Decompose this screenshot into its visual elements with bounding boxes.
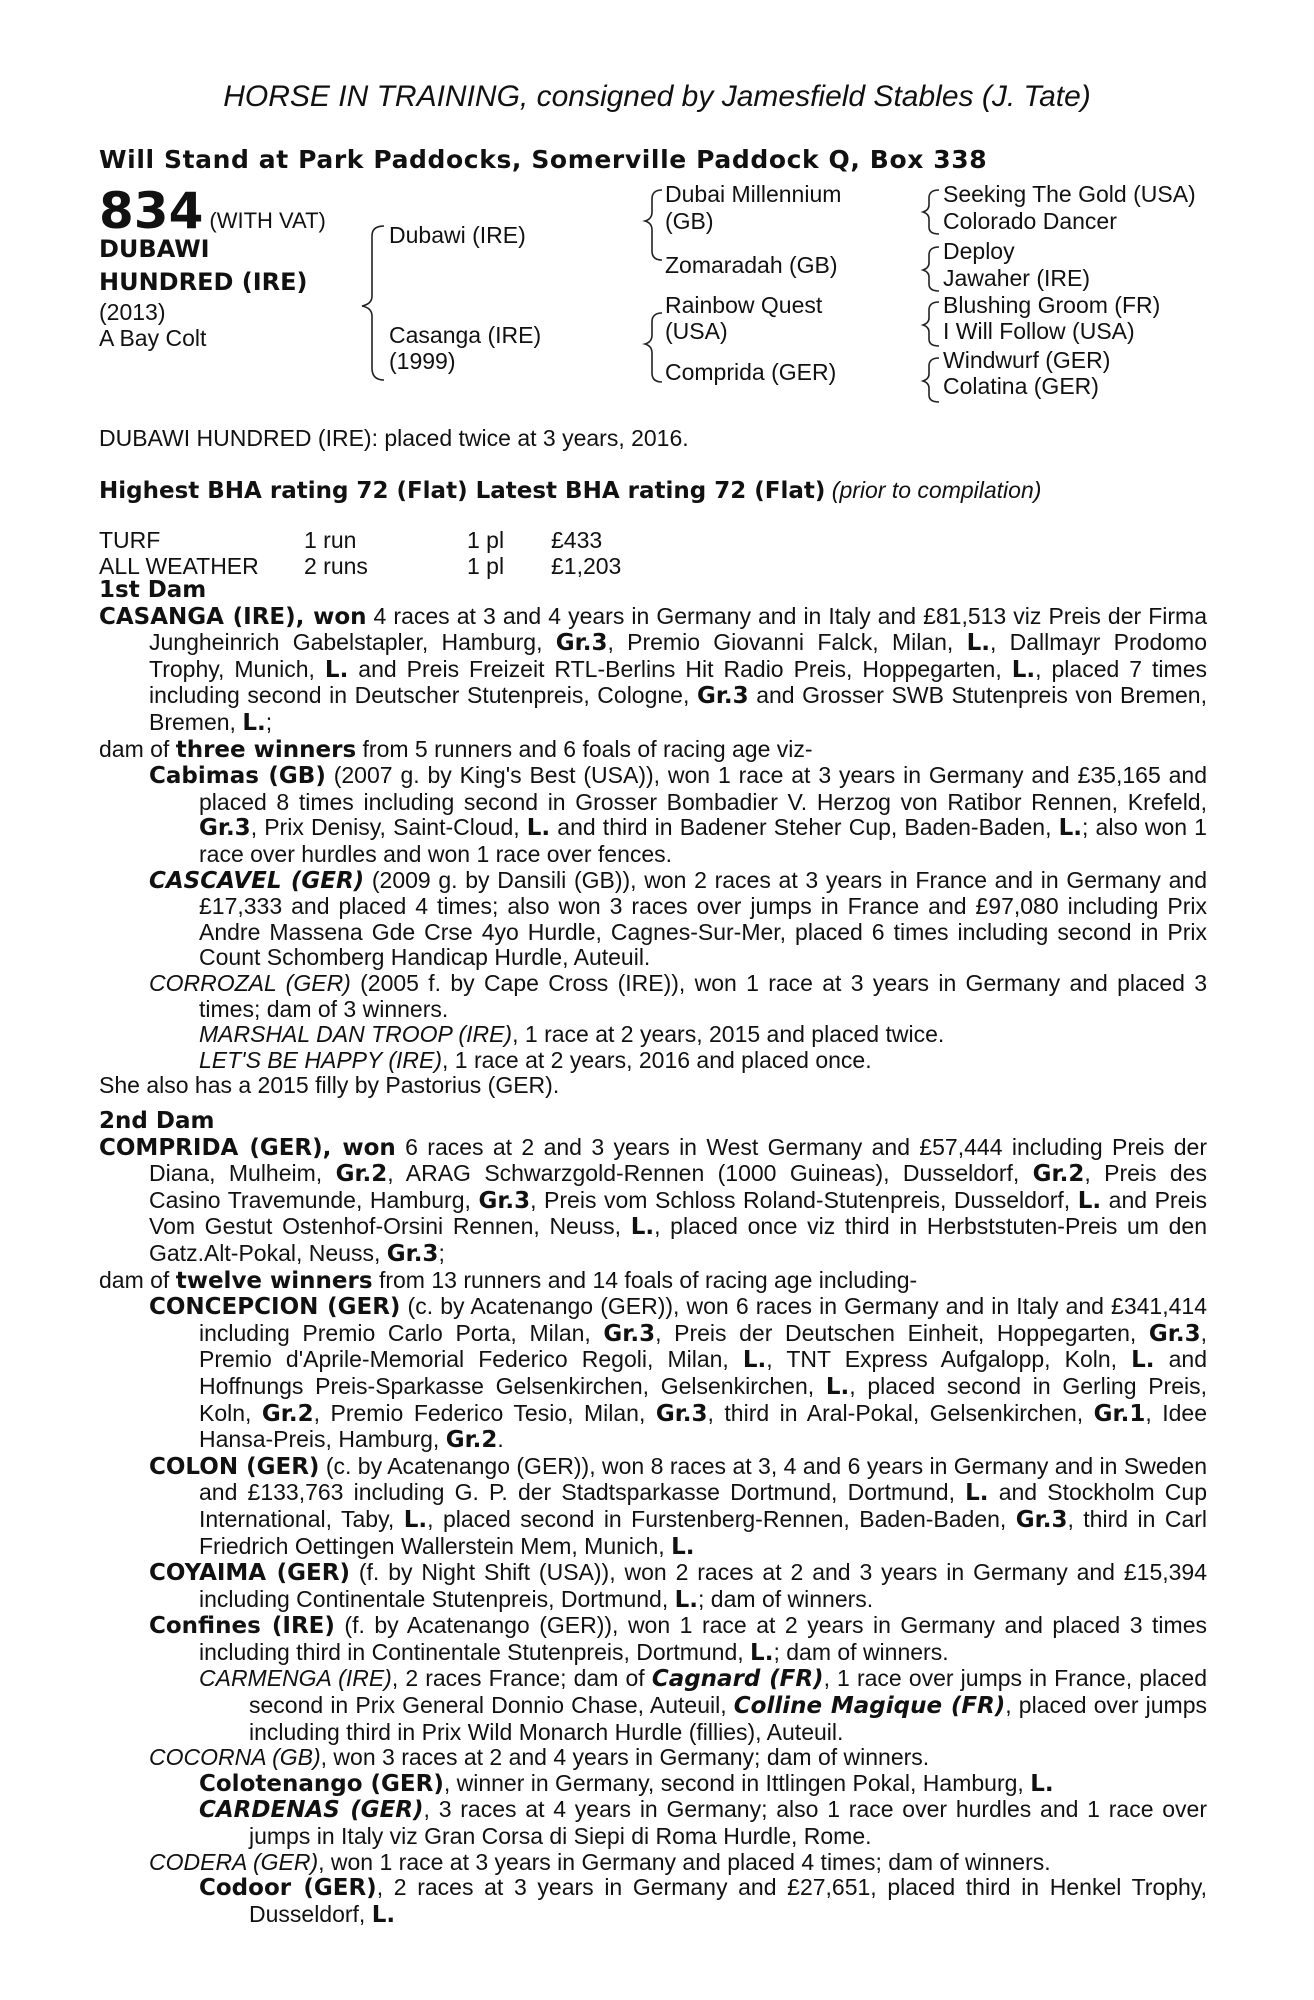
second-dam-granddaughter-carmenga: CARMENGA (IRE), 2 races France; dam of Cagnard (FR), 1 race over jumps in France, placed second in Prix General Donnio Chase, Auteuil, Colline Magique (FR), placed over jumps including third in Prix Wild Monarch Hurdle (fillies), Auteuil. — [199, 1665, 1207, 1745]
gg-5: Blushing Groom (FR) — [943, 292, 1161, 318]
gg-2: Colorado Dancer — [943, 208, 1117, 234]
gg-8: Colatina (GER) — [943, 373, 1099, 399]
dam-sire-line-2: (USA) — [665, 318, 728, 344]
record-turf-runs: 1 run — [304, 527, 357, 553]
first-dam-record: CASANGA (IRE), won 4 races at 3 and 4 years in Germany and in Italy and £81,513 viz Preis der Firma Jungheinrich Gabelstapler, Hamburg, Gr.3, Premio Giovanni Falck, Milan, L., Dallmayr Prodomo Trophy, Munich, L. and Preis Freizeit RTL-Berlins Hit Radio Preis, Hoppegarten, L., placed 7 times including second in Deutscher Stutenpreis, Cologne, Gr.3 and Grosser SWB Stutenpreis von Bremen, Bremen, L.; — [99, 602, 1207, 736]
stabling-line: Will Stand at Park Paddocks, Somerville Paddock Q, Box 338 — [99, 145, 988, 174]
horse-year: (2013) — [99, 299, 166, 325]
bracket-main — [362, 226, 384, 380]
gg-7: Windwurf (GER) — [943, 347, 1111, 373]
horse-description: A Bay Colt — [99, 325, 207, 351]
record-turf-surface: TURF — [99, 527, 161, 553]
second-dam-granddaughter-cardenas: CARDENAS (GER), 3 races at 4 years in Germany; also 1 race over hurdles and 1 race over jumps in Italy viz Gran Corsa di Siepi di Roma Hurdle, Rome. — [199, 1796, 1208, 1850]
second-dam-foal-colon: COLON (GER) (c. by Acatenango (GER)), won 8 races at 3, 4 and 6 years in Germany and in Sweden and £133,763 including G. P. der Stadtsparkasse Dortmund, Dortmund, L. and Stockholm Cup International, Taby, L., placed second in Furstenberg-Rennen, Baden-Baden, Gr.3, third in Carl Friedrich Oettingen Wallerstein Mem, Munich, L. — [149, 1452, 1208, 1560]
dam: Casanga (IRE) — [389, 322, 542, 348]
bracket-gs3 — [923, 302, 939, 346]
sire-sire-line-2: (GB) — [665, 208, 714, 234]
first-dam-foal-cabimas: Cabimas (GB) (2007 g. by King's Best (USA)), won 1 race at 3 years in Germany and £35,165 and placed 8 times including second in Grosser Bombadier V. Herzog von Ratibor Rennen, Krefeld, Gr.3, Prix Denisy, Saint-Cloud, L. and third in Badener Steher Cup, Baden-Baden, L.; also won 1 race over hurdles and won 1 race over fences. — [149, 762, 1207, 867]
horse-name-line-1: DUBAWI — [99, 235, 210, 263]
second-dam-foal-concepcion: CONCEPCION (GER) (c. by Acatenango (GER)), won 6 races in Germany and in Italy and £341,414 including Premio Carlo Porta, Milan, Gr.3, Preis der Deutschen Einheit, Hoppegarten, Gr.3, Premio d'Aprile-Memorial Federico Regoli, Milan, L., TNT Express Aufgalopp, Koln, L. and Hoffnungs Preis-Sparkasse Gelsenkirchen, Gelsenkirchen, L., placed second in Gerling Preis, Koln, Gr.2, Premio Federico Tesio, Milan, Gr.3, third in Aral-Pokal, Gelsenkirchen, Gr.1, Idee Hansa-Preis, Hamburg, Gr.2. — [149, 1293, 1207, 1454]
first-dam-foal-cascavel: CASCAVEL (GER) (2009 g. by Dansili (GB)), won 2 races at 3 years in France and in Germany and £17,333 and placed 4 times; also won 3 races over jumps in France and £97,080 including Prix Andre Massena Gde Crse 4yo Hurdle, Cagnes-Sur-Mer, placed 6 times including second in Prix Count Schomberg Handicap Hurdle, Auteuil. — [149, 866, 1207, 971]
bracket-sire — [645, 190, 662, 260]
sire-sire-line-1: Dubai Millennium — [665, 181, 842, 207]
page-header: HORSE IN TRAINING, consigned by Jamesfield Stables (J. Tate) — [223, 80, 1091, 113]
rating-note: (prior to compilation) — [831, 477, 1042, 503]
first-dam-foal-corrozal: CORROZAL (GER) (2005 f. by Cape Cross (IRE)), won 1 race at 3 years in Germany and placed 3 times; dam of 3 winners. — [149, 969, 1207, 1022]
sire-dam: Zomaradah (GB) — [665, 252, 838, 278]
second-dam-granddaughter-colotenango: Colotenango (GER), winner in Germany, second in Ittlingen Pokal, Hamburg, L. — [199, 1769, 1054, 1797]
vat-note: (WITH VAT) — [209, 208, 326, 233]
bracket-gs2 — [923, 247, 939, 291]
bracket-gs1 — [923, 190, 939, 234]
gg-3: Deploy — [943, 238, 1015, 264]
second-dam-foal-coyaima: COYAIMA (GER) (f. by Night Shift (USA)), won 2 races at 2 and 3 years in Germany and £15,394 including Continentale Stutenpreis, Dortmund, L.; dam of winners. — [149, 1559, 1208, 1613]
record-aw-surface: ALL WEATHER — [99, 553, 259, 579]
second-dam-record: COMPRIDA (GER), won 6 races at 2 and 3 years in West Germany and £57,444 including Preis der Diana, Mulheim, Gr.2, ARAG Schwarzgold-Rennen (1000 Guineas), Dusseldorf, Gr.2, Preis des Casino Travemunde, Hamburg, Gr.3, Preis vom Schloss Roland-Stutenpreis, Dusseldorf, L. and Preis Vom Gestut Ostenhof-Orsini Rennen, Neuss, L., placed once viz third in Herbststuten-Preis um den Gatz.Alt-Pokal, Neuss, Gr.3; — [99, 1133, 1207, 1267]
sire: Dubawi (IRE) — [389, 222, 526, 248]
first-dam-granddaughter-marshal: MARSHAL DAN TROOP (IRE), 1 race at 2 years, 2015 and placed twice. — [199, 1021, 945, 1048]
second-dam-section — [99, 1109, 1207, 1928]
horse-summary: DUBAWI HUNDRED (IRE): placed twice at 3 years, 2016. — [99, 425, 689, 451]
bracket-gs4 — [923, 358, 939, 402]
dam-dam: Comprida (GER) — [665, 359, 837, 385]
rating-line — [99, 478, 1207, 505]
first-dam-heading: 1st Dam — [99, 577, 207, 603]
second-dam-granddaughter-codoor: Codoor (GER), 2 races at 3 years in Germany and £27,651, placed third in Henkel Trophy, Dusseldorf, L. — [199, 1874, 1208, 1928]
gg-6: I Will Follow (USA) — [943, 318, 1135, 344]
second-dam-heading: 2nd Dam — [99, 1108, 215, 1134]
second-dam-foal-confines: Confines (IRE) (f. by Acatenango (GER)), won 1 race at 2 years in Germany and placed 3 times including third in Continentale Stutenpreis, Dortmund, L.; dam of winners. — [149, 1612, 1207, 1666]
record-turf-placed: 1 pl — [467, 527, 505, 553]
record-aw-placed: 1 pl — [467, 553, 505, 579]
gg-4: Jawaher (IRE) — [943, 265, 1090, 291]
second-dam-foal-cocorna: COCORNA (GB), won 3 races at 2 and 4 years in Germany; dam of winners. — [149, 1744, 930, 1771]
first-dam-section — [99, 578, 1207, 1099]
record-aw-runs: 2 runs — [304, 553, 368, 579]
gg-1: Seeking The Gold (USA) — [943, 181, 1196, 207]
first-dam-produce-summary: dam of three winners from 5 runners and 6 foals of racing age viz- — [99, 735, 813, 763]
dam-year: (1999) — [389, 348, 456, 374]
horse-name-line-2: HUNDRED (IRE) — [99, 268, 308, 296]
first-dam-granddaughter-letsbehappy: LET'S BE HAPPY (IRE), 1 race at 2 years, 2016 and placed once. — [199, 1046, 872, 1073]
dam-sire-line-1: Rainbow Quest — [665, 292, 823, 318]
record-turf-earnings: £433 — [551, 527, 603, 553]
lot-number: 834 — [99, 182, 204, 240]
record-aw-earnings: £1,203 — [551, 553, 622, 579]
second-dam-produce-summary: dam of twelve winners from 13 runners and 14 foals of racing age including- — [99, 1266, 918, 1294]
rating-label: Highest BHA rating 72 (Flat) Latest BHA rating 72 (Flat) — [99, 478, 826, 504]
bracket-dam — [645, 313, 662, 382]
second-dam-foal-codera: CODERA (GER), won 1 race at 3 years in Germany and placed 4 times; dam of winners. — [149, 1848, 1051, 1875]
first-dam-also-has: She also has a 2015 filly by Pastorius (GER). — [99, 1072, 560, 1099]
